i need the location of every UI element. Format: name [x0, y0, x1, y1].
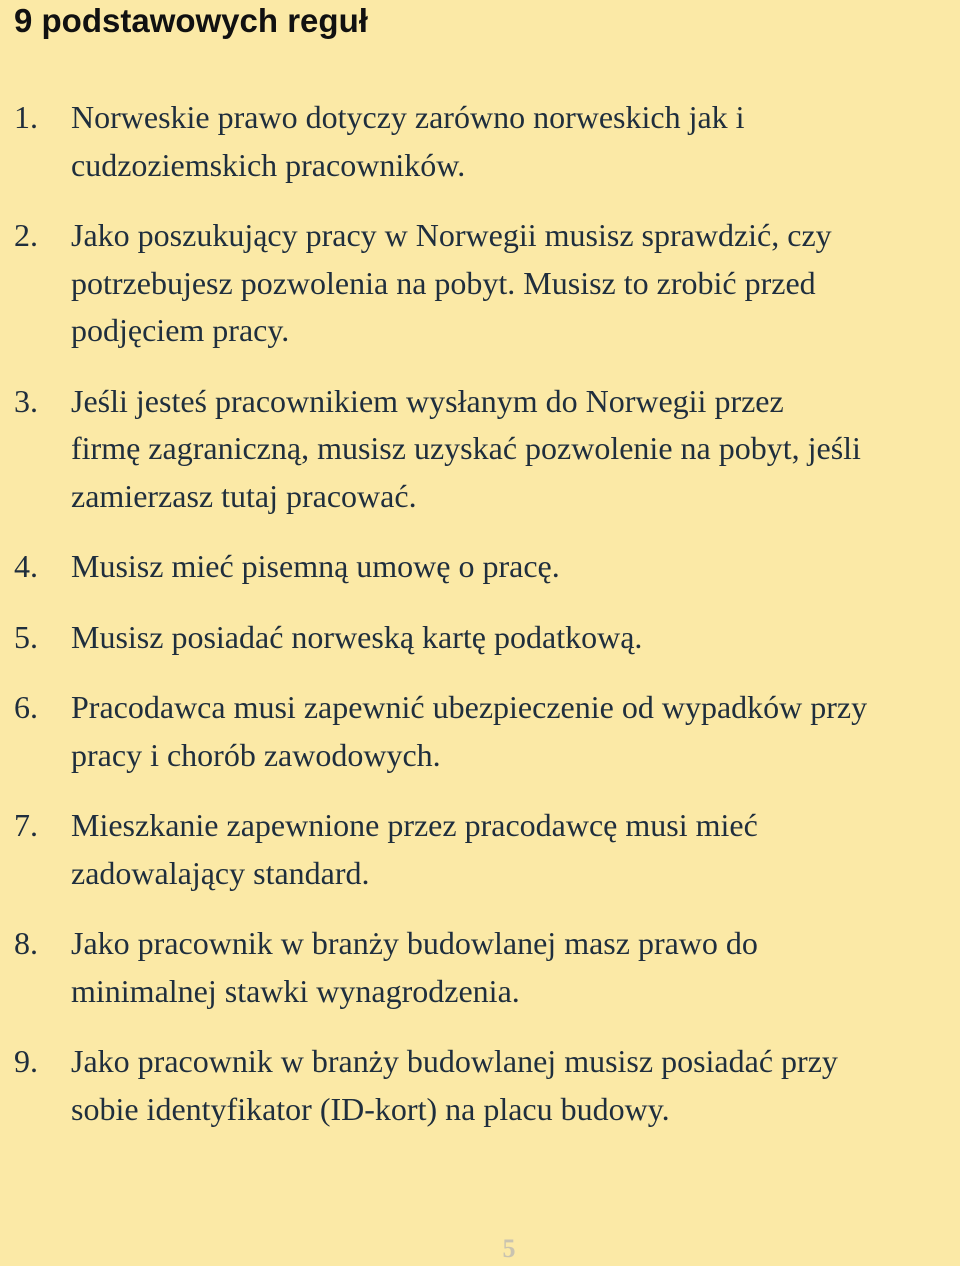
rule-text: Jako poszukujący pracy w Norwegii musisz sprawdzić, czy potrzebujesz pozwolenia na pobyt. Musisz to zrobić przed podjęciem pracy.	[71, 217, 832, 348]
rule-number: 2.	[14, 217, 38, 253]
rules-list	[0, 94, 960, 1156]
rule-text: Mieszkanie zapewnione przez pracodawcę musi mieć zadowalający standard.	[71, 807, 758, 891]
rule-number: 4.	[14, 548, 38, 584]
rule-text: Musisz mieć pisemną umowę o pracę.	[71, 548, 560, 584]
rule-text: Pracodawca musi zapewnić ubezpieczenie od wypadków przy pracy i chorób zawodowych.	[71, 689, 868, 773]
rule-item-6	[0, 684, 960, 779]
rule-number: 9.	[14, 1043, 38, 1079]
rule-item-8	[0, 920, 960, 1015]
rule-text: Jako pracownik w branży budowlanej musisz posiadać przy sobie identyfikator (ID-kort) na placu budowy.	[71, 1043, 838, 1127]
page-title: 9 podstawowych reguł	[14, 2, 368, 39]
rule-item-1	[0, 94, 960, 189]
rule-item-7	[0, 802, 960, 897]
rule-number: 3.	[14, 382, 38, 419]
rule-text: Jeśli jesteś pracownikiem wysłanym do Norwegii przez firmę zagraniczną, musisz uzyskać pozwolenie na pobyt, jeśli zamierzasz tutaj pracować.	[71, 382, 861, 514]
rule-number: 6.	[14, 689, 38, 725]
rule-number: 7.	[14, 807, 38, 843]
rule-item-5	[0, 614, 960, 662]
rule-number: 5.	[14, 618, 38, 655]
rule-text: Jako pracownik w branży budowlanej masz prawo do minimalnej stawki wynagrodzenia.	[71, 925, 758, 1009]
rule-item-3	[0, 378, 960, 521]
rule-number: 1.	[14, 99, 38, 135]
rule-text: Musisz posiadać norweską kartę podatkową.	[71, 618, 643, 655]
rule-text: Norweskie prawo dotyczy zarówno norweskich jak i cudzoziemskich pracowników.	[71, 99, 745, 183]
page-number: 5	[502, 1234, 516, 1263]
rule-item-4	[0, 543, 960, 591]
rule-item-2	[0, 212, 960, 355]
rule-number: 8.	[14, 925, 38, 961]
rule-item-9	[0, 1038, 960, 1133]
